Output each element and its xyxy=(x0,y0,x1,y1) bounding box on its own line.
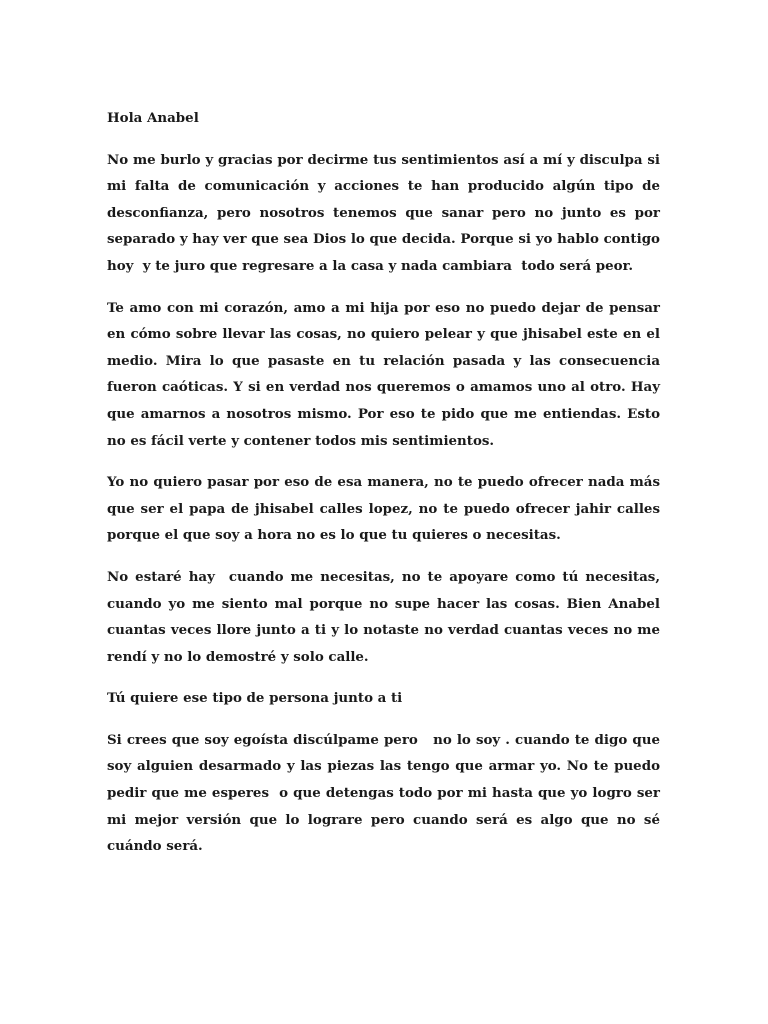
letter-paragraph-2: Te amo con mi corazón, amo a mi hija por eso no puedo dejar de pensar en cómo sobre llevar las cosas, no quiero pelear y que jhisabel este en el medio. Mira lo que pasaste en tu relación pasada y las consecuencia fueron caóticas. Y si en verdad nos queremos o amamos uno al otro. Hay que amarnos a nosotros mismo. Por eso te pido que me entiendas. Esto no es fácil verte y contener todos mis sentimientos. xyxy=(107,299,665,449)
letter-paragraph-3: Yo no quiero pasar por eso de esa manera, no te puedo ofrecer nada más que ser el papa de jhisabel calles lopez, no te puedo ofrecer jahir calles porque el que soy a hora no es lo que tu quieres o necesitas. xyxy=(107,474,665,544)
letter-paragraph-6: Si crees que soy egoísta discúlpame pero no lo soy . cuando te digo que soy alguien desarmado y las piezas las tengo que armar yo. No te puedo pedir que me esperes o que detengas todo por mi hasta que yo logro ser mi mejor versión que lo lograre pero cuando será es algo que no sé cuándo será. xyxy=(107,731,665,855)
letter-paragraph-5: Tú quiere ese tipo de persona junto a ti xyxy=(107,690,403,707)
letter-paragraph-1: No me burlo y gracias por decirme tus sentimientos así a mí y disculpa si mi falta de comunicación y acciones te han producido algún tipo de desconfianza, pero nosotros tenemos que sanar pero no junto es por separado y hay ver que sea Dios lo que decida. Porque si yo hablo contigo hoy y te juro que regresare a la casa y nada cambiara todo será peor. xyxy=(107,151,665,274)
letter-greeting: Hola Anabel xyxy=(107,110,199,126)
letter-paragraph-4: No estaré hay cuando me necesitas, no te apoyare como tú necesitas, cuando yo me siento mal porque no supe hacer las cosas. Bien Anabel cuantas veces llore junto a ti y lo notaste no verdad cuantas veces no me rendí y no lo demostré y solo calle. xyxy=(107,568,665,665)
letter-page xyxy=(107,105,665,860)
